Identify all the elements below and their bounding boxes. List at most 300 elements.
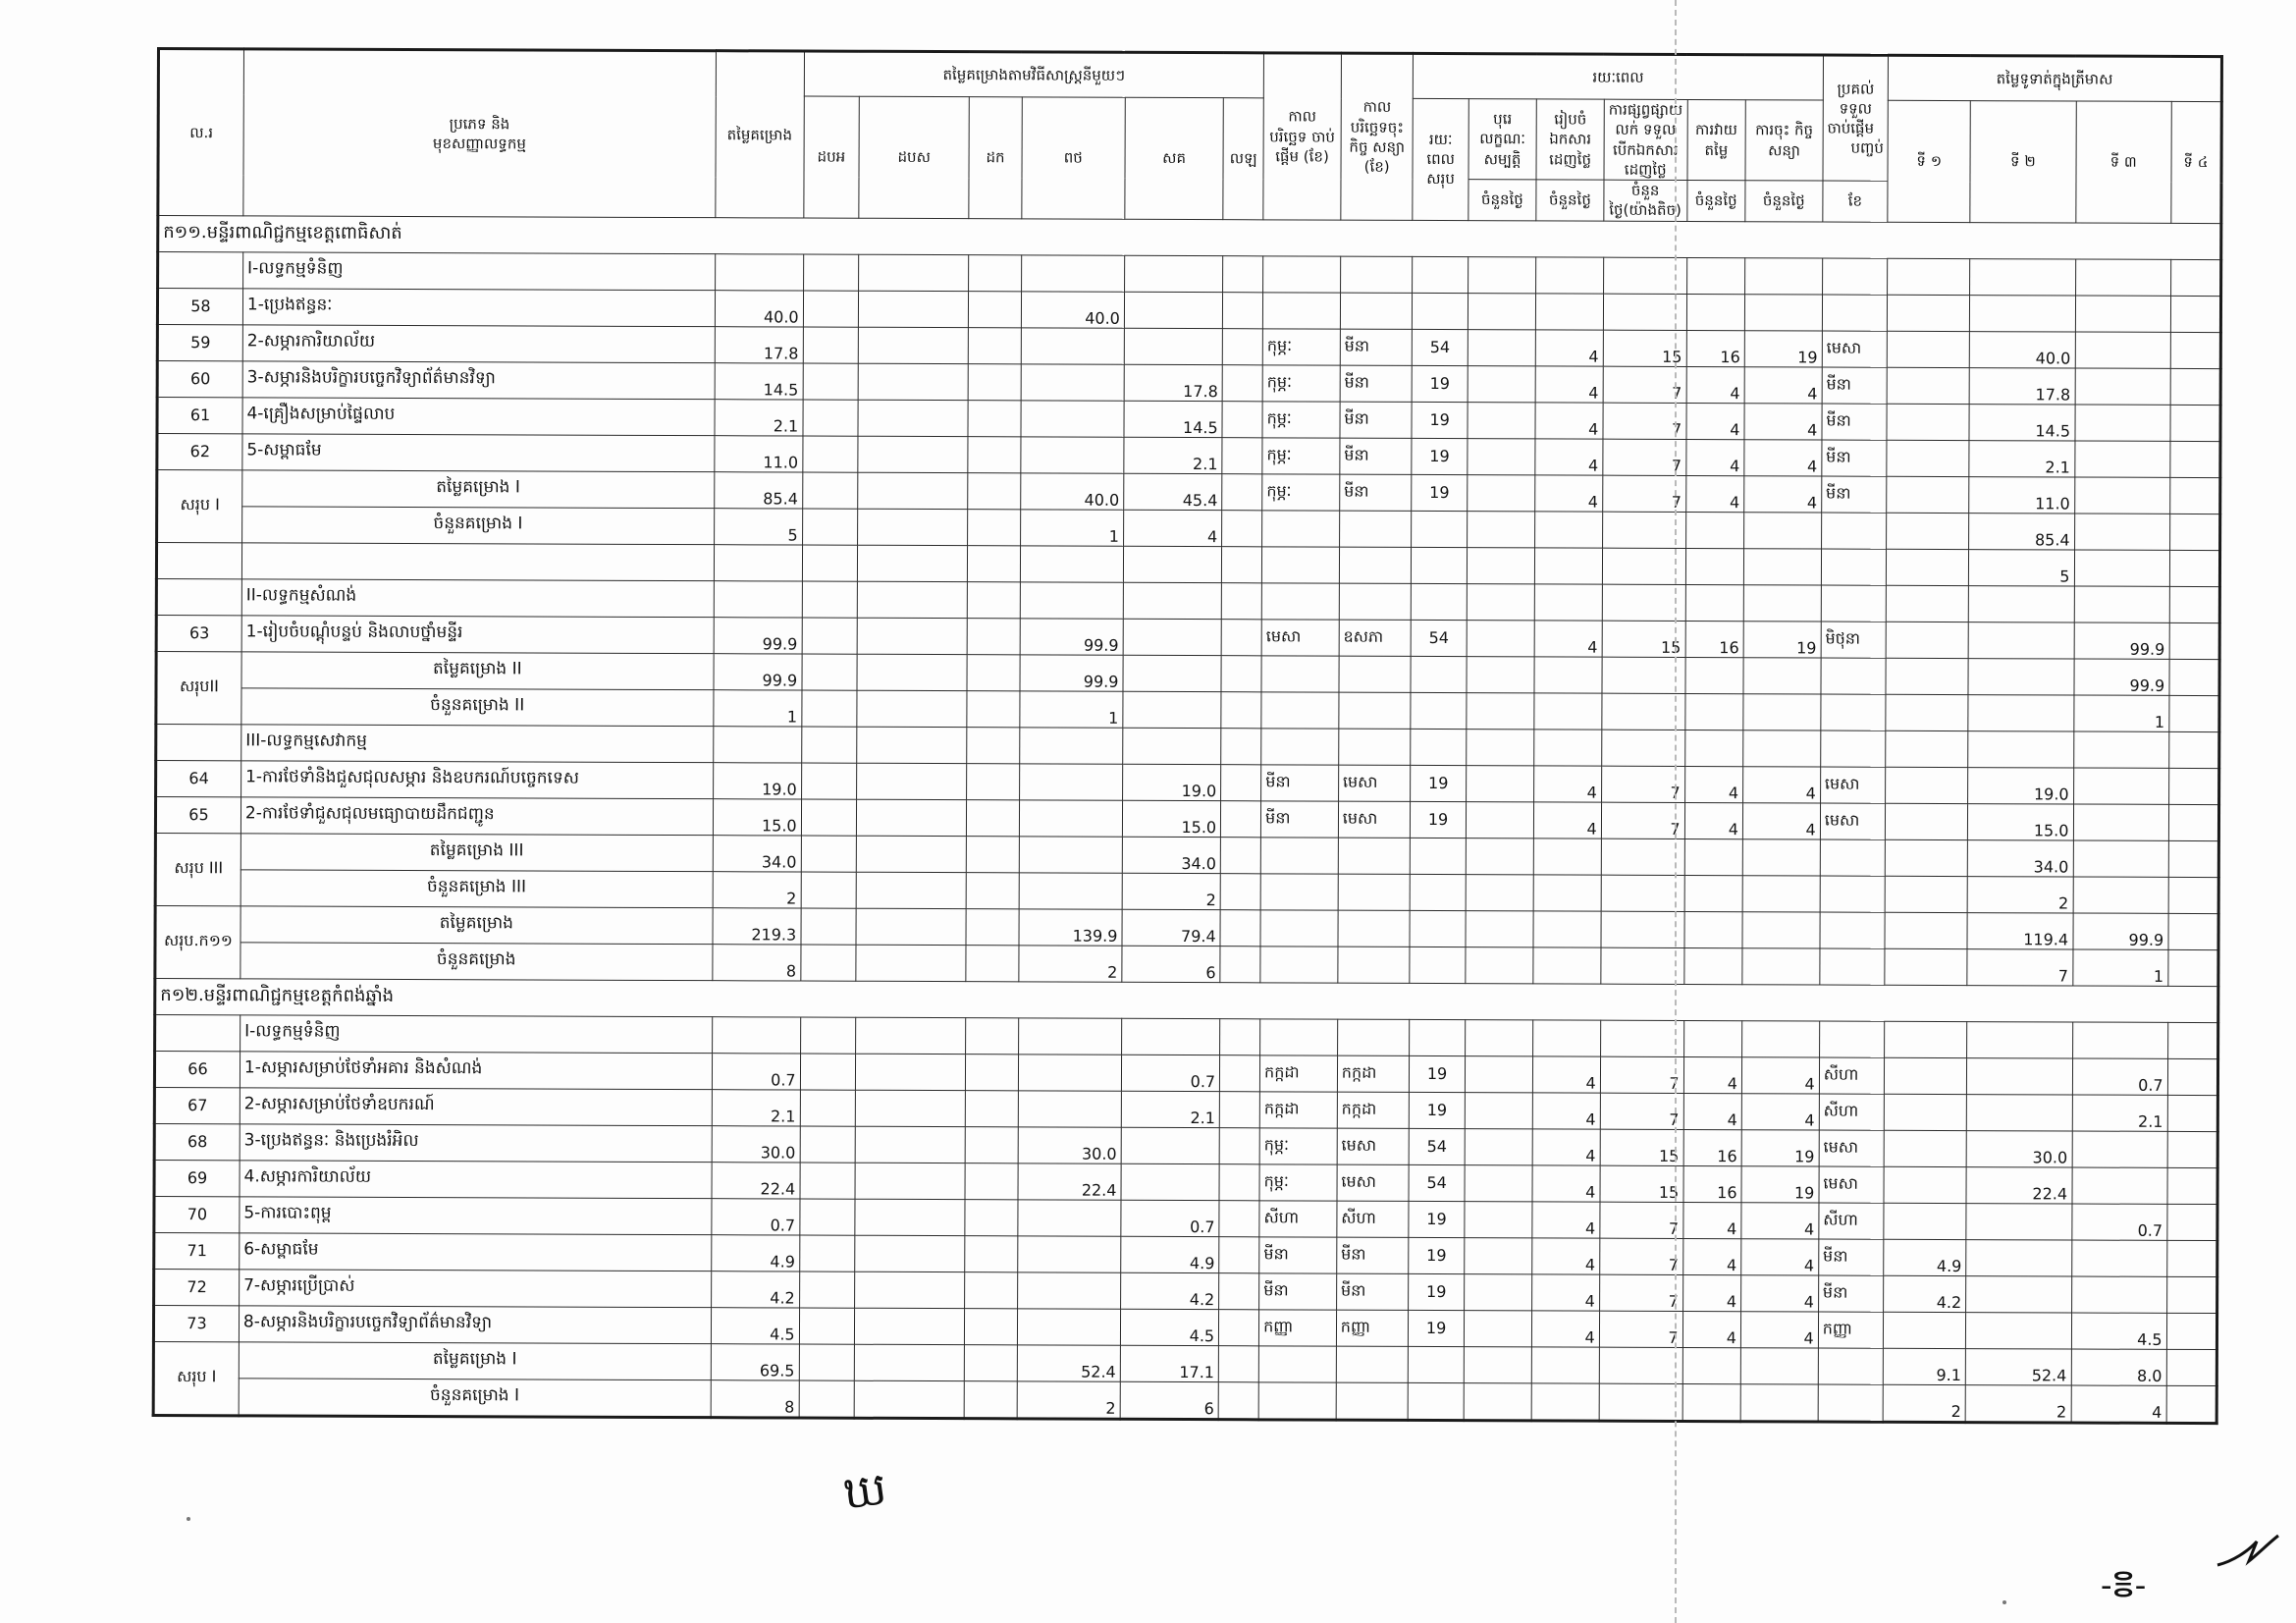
- duration-step-cell: [1533, 910, 1601, 947]
- delivery-month-cell: មីនា: [1819, 1239, 1885, 1275]
- header-period-contract: កាល បរិច្ឆេទចុះ កិច្ច សន្យា (ខែ): [1341, 53, 1414, 220]
- source-cell: 0.7: [1121, 1055, 1219, 1091]
- quarter-payment-cell: [1886, 622, 1968, 658]
- source-cell: [966, 945, 1018, 981]
- header-by-source: តម្លៃគម្រោងតាមវិធីសាស្រ្តនីមួយៗ: [804, 51, 1264, 98]
- duration-total-cell: [1409, 1346, 1464, 1382]
- duration-step-cell: 4: [1741, 1056, 1819, 1093]
- source-cell: [968, 581, 1020, 618]
- source-cell: [858, 436, 969, 472]
- item-description: 1-ការថែទាំនិងជួសជុលសម្ភារ និងឧបករណ៍បច្ចេកទេស: [241, 760, 714, 798]
- duration-step-cell: 4: [1683, 1093, 1741, 1129]
- source-cell: [856, 872, 967, 908]
- source-cell: [1017, 1308, 1120, 1344]
- duration-step-cell: 7: [1599, 1274, 1682, 1311]
- duration-step-cell: [1682, 1383, 1740, 1421]
- duration-step-cell: 7: [1602, 475, 1685, 512]
- source-cell: [1222, 364, 1262, 401]
- duration-step-cell: [1684, 875, 1742, 911]
- quarter-payment-cell: [1885, 876, 1967, 912]
- subtotal-count: 8: [711, 1380, 799, 1417]
- source-cell: [801, 945, 856, 981]
- quarter-payment-cell: [2071, 1239, 2166, 1275]
- source-cell: [1018, 1017, 1121, 1054]
- quarter-payment-cell: [2170, 368, 2220, 405]
- subtotal-count: 1: [714, 689, 802, 726]
- quarter-payment-cell: [2167, 1204, 2217, 1240]
- quarter-payment-cell: [2074, 586, 2169, 622]
- source-cell: [1218, 1381, 1258, 1419]
- source-cell: [1019, 763, 1122, 799]
- header-duration-step-2: ការផ្សព្វផ្សាយ លក់ ទទួល បើកឯកសារ ដេញថ្លៃ: [1604, 99, 1687, 180]
- start-month-cell: កុម្ភៈ: [1262, 328, 1340, 364]
- duration-step-cell: 4: [1683, 1202, 1741, 1238]
- source-cell: [855, 1090, 966, 1126]
- quarter-payment-cell: 17.8: [1969, 367, 2075, 404]
- handwritten-initials: -ⴻ-: [2101, 1566, 2147, 1605]
- quarter-payment-cell: [2169, 659, 2219, 695]
- duration-total-cell: [1411, 838, 1466, 874]
- section-total-count: 8: [713, 944, 801, 980]
- quarter-payment-cell: [1968, 622, 2074, 658]
- quarter-payment-cell: [1886, 730, 1968, 767]
- duration-step-cell: [1467, 511, 1535, 547]
- contract-month-cell: [1338, 838, 1411, 874]
- group-cost-cell: [713, 726, 801, 762]
- quarter-payment-cell: [2170, 296, 2220, 332]
- quarter-payment-cell: 34.0: [1967, 839, 2073, 876]
- source-cell: 40.0: [1021, 291, 1124, 327]
- quarter-payment-cell: [2072, 1021, 2167, 1057]
- source-cell: 0.7: [1121, 1200, 1219, 1236]
- source-cell: [967, 763, 1019, 799]
- source-cell: [1222, 328, 1262, 364]
- source-cell: [802, 654, 857, 690]
- source-cell: [855, 1126, 966, 1163]
- quarter-payment-cell: 52.4: [1965, 1348, 2071, 1384]
- contract-month-cell: មីនា: [1337, 1237, 1410, 1273]
- source-cell: [965, 1344, 1017, 1380]
- source-cell: [969, 254, 1021, 291]
- start-month-cell: [1260, 946, 1338, 982]
- header-duration-step-1: រៀបចំ ឯកសារ ដេញថ្លៃ: [1536, 99, 1604, 180]
- source-cell: [801, 872, 856, 908]
- source-cell: [858, 327, 969, 363]
- duration-step-cell: 19: [1743, 621, 1821, 657]
- source-cell: [856, 908, 967, 945]
- source-cell: [800, 1054, 855, 1090]
- start-month-cell: មេសា: [1261, 619, 1339, 655]
- header-source-2: ដក: [969, 97, 1022, 219]
- source-cell: [801, 799, 856, 836]
- source-cell: [855, 1054, 966, 1090]
- duration-total-cell: 19: [1412, 438, 1467, 474]
- quarter-payment-cell: [1887, 476, 1969, 513]
- source-cell: [1124, 255, 1222, 292]
- quarter-payment-cell: [2071, 1275, 2166, 1312]
- scan-fold-line: [1675, 0, 1677, 1623]
- quarter-payment-cell: [2169, 695, 2219, 731]
- contract-month-cell: សីហា: [1337, 1201, 1410, 1237]
- quarter-payment-cell: [2075, 332, 2170, 368]
- source-cell: [1218, 1345, 1258, 1381]
- duration-step-cell: [1465, 1092, 1533, 1128]
- item-cost: 40.0: [715, 290, 803, 326]
- source-cell: 6: [1120, 1381, 1218, 1419]
- source-cell: [967, 654, 1019, 690]
- group-subtitle: I-លទ្ធកម្មទំនិញ: [240, 1014, 713, 1053]
- subtotal-cost: 34.0: [713, 835, 801, 871]
- source-cell: [854, 1308, 965, 1344]
- duration-step-cell: 4: [1743, 766, 1821, 802]
- quarter-payment-cell: [2075, 368, 2170, 405]
- duration-step-cell: [1466, 765, 1534, 801]
- quarter-payment-cell: [1888, 295, 1970, 331]
- header-type-line2: មុខសញ្ញាលទ្ធកម្ម: [432, 134, 526, 153]
- duration-step-cell: [1536, 256, 1604, 293]
- start-month-cell: [1261, 655, 1339, 691]
- duration-total-cell: [1410, 947, 1465, 983]
- duration-step-cell: 7: [1603, 366, 1686, 403]
- subtotal-count: 2: [713, 871, 801, 907]
- quarter-payment-cell: [1966, 1094, 2072, 1130]
- quarter-payment-cell: 99.9: [2074, 622, 2169, 659]
- source-cell: [857, 727, 968, 763]
- quarter-payment-cell: [1886, 803, 1968, 839]
- start-month-cell: [1258, 1381, 1336, 1419]
- duration-step-cell: 4: [1744, 475, 1822, 512]
- source-cell: [858, 254, 969, 291]
- quarter-payment-cell: 99.9: [2073, 659, 2168, 695]
- duration-step-cell: [1601, 875, 1684, 911]
- duration-step-cell: [1534, 838, 1602, 874]
- delivery-month-cell: [1821, 694, 1887, 730]
- quarter-payment-cell: [1886, 767, 1968, 803]
- quarter-payment-cell: [2170, 441, 2220, 477]
- source-cell: [857, 654, 968, 690]
- duration-step-cell: 15: [1600, 1129, 1683, 1165]
- contract-month-cell: មីនា: [1340, 474, 1413, 511]
- duration-step-cell: [1464, 1382, 1532, 1420]
- subtotal-count-label: ចំនួនគម្រោង II: [241, 687, 714, 726]
- source-cell: [802, 545, 857, 581]
- header-no: ល.រ: [158, 49, 244, 216]
- quarter-payment-cell: [2168, 768, 2218, 804]
- source-cell: [854, 1344, 965, 1380]
- source-cell: 99.9: [1020, 618, 1123, 654]
- duration-step-cell: [1743, 548, 1821, 584]
- duration-step-cell: 4: [1534, 620, 1602, 656]
- delivery-month-cell: [1821, 658, 1887, 694]
- duration-step-cell: 19: [1741, 1129, 1819, 1165]
- item-no: 61: [157, 397, 242, 433]
- quarter-payment-cell: 4: [2071, 1384, 2166, 1422]
- source-cell: [1223, 255, 1263, 292]
- duration-step-cell: 4: [1533, 1055, 1601, 1092]
- duration-step-cell: 4: [1742, 802, 1820, 839]
- source-cell: [968, 509, 1020, 545]
- item-description: 6-សម្ពាធមែ: [240, 1232, 712, 1271]
- start-month-cell: កក្កដា: [1259, 1091, 1337, 1127]
- contract-month-cell: [1338, 874, 1411, 910]
- group-cost-cell: [714, 580, 802, 617]
- duration-step-cell: [1533, 874, 1601, 910]
- item-description: 2-សម្ភារសម្រាប់ថែទាំឧបករណ៍: [240, 1087, 712, 1125]
- duration-step-cell: [1467, 547, 1535, 583]
- source-cell: [802, 690, 857, 727]
- duration-step-cell: 15: [1600, 1165, 1683, 1202]
- start-month-cell: [1262, 292, 1340, 328]
- duration-step-cell: [1467, 692, 1535, 729]
- source-cell: [967, 872, 1019, 908]
- start-month-cell: មីនា: [1259, 1272, 1337, 1309]
- source-cell: [1019, 799, 1122, 836]
- delivery-month-cell: [1820, 876, 1886, 912]
- source-cell: [801, 908, 856, 945]
- group-subtitle: III-លទ្ធកម្មសេវាកម្ម: [241, 724, 714, 762]
- source-cell: [1219, 1127, 1259, 1163]
- duration-step-cell: [1684, 911, 1742, 947]
- source-cell: [965, 1199, 1017, 1235]
- source-cell: [803, 327, 858, 363]
- item-no: 67: [154, 1087, 240, 1123]
- duration-step-cell: [1684, 947, 1742, 984]
- duration-step-cell: 4: [1684, 802, 1742, 839]
- duration-step-cell: [1601, 947, 1684, 984]
- quarter-payment-cell: [1887, 367, 1969, 404]
- source-cell: [965, 1163, 1017, 1199]
- duration-step-cell: [1685, 693, 1743, 730]
- group-subtitle: I-លទ្ធកម្មទំនិញ: [242, 251, 715, 290]
- source-cell: [1019, 836, 1122, 872]
- quarter-payment-cell: 99.9: [2073, 913, 2168, 949]
- source-cell: 52.4: [1017, 1344, 1120, 1380]
- duration-step-cell: [1745, 257, 1823, 294]
- source-cell: [799, 1308, 854, 1344]
- duration-step-cell: [1743, 693, 1821, 730]
- procurement-plan-sheet: [151, 47, 2223, 1508]
- subtotal-count: 5: [714, 508, 802, 544]
- duration-step-cell: [1465, 1164, 1533, 1201]
- source-cell: [966, 1126, 1018, 1163]
- quarter-payment-cell: [1884, 1203, 1966, 1239]
- duration-step-cell: [1602, 512, 1685, 548]
- source-cell: [803, 363, 858, 400]
- start-month-cell: កុម្ភៈ: [1262, 437, 1340, 473]
- quarter-payment-cell: [2166, 1349, 2216, 1385]
- header-type-line1: ប្រភេទ និង: [449, 114, 510, 133]
- start-month-cell: កុម្ភៈ: [1262, 473, 1340, 510]
- scan-speck: [187, 1517, 190, 1521]
- duration-step-cell: [1743, 730, 1821, 766]
- duration-step-cell: 4: [1532, 1164, 1600, 1201]
- duration-step-cell: [1464, 1346, 1532, 1382]
- header-quarter-2: ទី ៣: [2075, 101, 2171, 223]
- quarter-payment-cell: [2073, 877, 2168, 913]
- item-no: 69: [154, 1160, 240, 1196]
- quarter-payment-cell: [2166, 1240, 2216, 1276]
- table-body: [153, 215, 2221, 1423]
- duration-step-cell: [1535, 583, 1603, 620]
- duration-step-cell: 4: [1686, 366, 1744, 403]
- contract-month-cell: មីនា: [1340, 438, 1413, 474]
- delivery-month-cell: សីហា: [1819, 1203, 1885, 1239]
- duration-step-cell: 4: [1741, 1202, 1819, 1238]
- source-cell: [801, 763, 856, 799]
- item-description: 1-សម្ភារសម្រាប់ថែទាំអគារ និងសំណង់: [240, 1051, 712, 1089]
- quarter-payment-cell: [2168, 840, 2218, 877]
- duration-step-cell: [1743, 657, 1821, 693]
- quarter-payment-cell: [2167, 1095, 2217, 1131]
- delivery-month-cell: មីនា: [1822, 404, 1888, 440]
- duration-step-cell: [1531, 1382, 1599, 1420]
- item-description: 2-សម្ភារការិយាល័យ: [242, 324, 715, 362]
- quarter-payment-cell: [2170, 405, 2220, 441]
- start-month-cell: មីនា: [1259, 1236, 1337, 1272]
- source-cell: 1: [1019, 690, 1122, 727]
- header-quarter-1: ទី ២: [1970, 101, 2076, 223]
- source-cell: 15.0: [1122, 800, 1220, 837]
- delivery-month-cell: [1822, 295, 1888, 331]
- item-cost: 4.2: [711, 1271, 799, 1307]
- duration-step-cell: 4: [1532, 1273, 1600, 1310]
- quarter-payment-cell: [2074, 477, 2169, 514]
- quarter-payment-cell: [1887, 513, 1969, 549]
- duration-step-cell: [1683, 1020, 1741, 1056]
- quarter-payment-cell: 119.4: [1967, 912, 2073, 948]
- quarter-payment-cell: 2: [1967, 876, 2073, 912]
- item-description: 5-សម្ពាធមែ: [242, 433, 715, 471]
- quarter-payment-cell: [2170, 259, 2220, 296]
- duration-step-cell: 7: [1601, 802, 1684, 839]
- header-source-5: លឡ: [1223, 98, 1263, 220]
- source-cell: 2: [1122, 873, 1220, 909]
- quarter-payment-cell: [1970, 258, 2076, 295]
- quarter-payment-cell: [1887, 404, 1969, 440]
- quarter-payment-cell: [2073, 731, 2168, 768]
- subtotal-label: សរុប I: [153, 1341, 239, 1415]
- delivery-month-cell: មីនា: [1822, 367, 1888, 404]
- item-description: 2-ការថែទាំជួសជុលមធ្យោបាយដឹកជញ្ជូន: [240, 796, 713, 835]
- duration-step-cell: [1686, 294, 1744, 330]
- start-month-cell: [1260, 837, 1338, 873]
- source-cell: [1017, 1199, 1120, 1235]
- item-no: 66: [154, 1051, 240, 1087]
- delivery-month-cell: មីនា: [1818, 1275, 1884, 1312]
- source-cell: [803, 436, 858, 472]
- start-month-cell: កក្កដា: [1260, 1055, 1338, 1091]
- group-no-cell: [156, 578, 241, 615]
- source-cell: [802, 581, 857, 618]
- source-cell: [969, 291, 1021, 327]
- source-cell: [1222, 546, 1262, 582]
- header-source-4: សគ: [1125, 97, 1224, 219]
- source-cell: [1021, 363, 1124, 400]
- duration-step-cell: [1467, 620, 1535, 656]
- duration-step-cell: 4: [1532, 1237, 1600, 1273]
- contract-month-cell: [1339, 729, 1412, 765]
- header-type: [243, 49, 716, 217]
- header-cost: តម្លៃគម្រោង: [715, 51, 804, 218]
- quarter-payment-cell: [2168, 804, 2218, 840]
- duration-step-cell: [1535, 511, 1603, 547]
- source-cell: 22.4: [1018, 1163, 1121, 1199]
- quarter-payment-cell: [2166, 1276, 2216, 1313]
- duration-total-cell: 54: [1413, 329, 1468, 365]
- source-cell: [803, 254, 858, 291]
- source-cell: [1019, 727, 1122, 763]
- delivery-month-cell: [1818, 1384, 1884, 1422]
- delivery-month-cell: មេសា: [1819, 1166, 1885, 1203]
- item-no: 60: [157, 360, 242, 397]
- duration-total-cell: [1411, 656, 1466, 692]
- quarter-payment-cell: [2167, 1131, 2217, 1167]
- source-cell: [965, 1235, 1017, 1271]
- duration-total-cell: 19: [1411, 765, 1466, 801]
- quarter-payment-cell: [1966, 1203, 2072, 1239]
- quarter-payment-cell: [1886, 839, 1968, 876]
- delivery-month-cell: មិថុនា: [1821, 622, 1887, 658]
- duration-step-cell: 7: [1599, 1311, 1682, 1347]
- contract-month-cell: [1339, 511, 1412, 547]
- subtotal-cost: 85.4: [714, 471, 802, 508]
- duration-step-cell: [1685, 512, 1743, 548]
- duration-total-cell: 54: [1410, 1128, 1465, 1164]
- start-month-cell: [1263, 255, 1341, 292]
- contract-month-cell: មេសា: [1337, 1128, 1410, 1164]
- source-cell: 79.4: [1122, 909, 1220, 946]
- duration-step-cell: [1535, 547, 1603, 583]
- quarter-payment-cell: [2169, 514, 2219, 550]
- handwritten-slash-mark: [2214, 1532, 2282, 1571]
- duration-step-cell: [1468, 365, 1536, 402]
- header-delivery: [1823, 55, 1889, 181]
- source-cell: [1017, 1235, 1120, 1271]
- contract-month-cell: [1339, 583, 1412, 620]
- quarter-payment-cell: [1968, 585, 2074, 622]
- header-duration-step-3: ការវាយ តម្លៃ: [1687, 99, 1746, 180]
- duration-total-cell: 54: [1409, 1164, 1464, 1201]
- source-cell: [799, 1344, 854, 1380]
- duration-step-cell: 4: [1744, 403, 1822, 439]
- quarter-payment-cell: [2074, 441, 2169, 477]
- delivery-month-cell: [1822, 258, 1888, 295]
- quarter-payment-cell: [1886, 694, 1968, 730]
- duration-step-cell: [1466, 910, 1534, 947]
- duration-step-cell: [1466, 947, 1534, 983]
- quarter-payment-cell: [2074, 550, 2169, 586]
- item-cost: 99.9: [714, 617, 802, 653]
- duration-step-cell: [1468, 402, 1536, 438]
- source-cell: [967, 690, 1019, 727]
- start-month-cell: [1261, 728, 1339, 764]
- source-cell: [801, 727, 856, 763]
- contract-month-cell: [1339, 656, 1412, 692]
- duration-total-cell: [1413, 293, 1468, 329]
- item-description: 5-ការបោះពុម្ព: [240, 1196, 712, 1234]
- source-cell: [1220, 1055, 1260, 1091]
- quarter-payment-cell: 30.0: [1966, 1130, 2072, 1166]
- duration-step-cell: 4: [1536, 329, 1604, 365]
- subtotal-cost-label: តម្លៃគម្រោង III: [240, 833, 713, 871]
- start-month-cell: កុម្ភៈ: [1259, 1127, 1337, 1163]
- duration-step-cell: 4: [1532, 1128, 1600, 1164]
- quarter-payment-cell: [2167, 1022, 2217, 1058]
- source-cell: [800, 1126, 855, 1163]
- duration-step-cell: [1685, 548, 1743, 584]
- duration-step-cell: [1602, 693, 1685, 730]
- item-no: 65: [155, 796, 240, 833]
